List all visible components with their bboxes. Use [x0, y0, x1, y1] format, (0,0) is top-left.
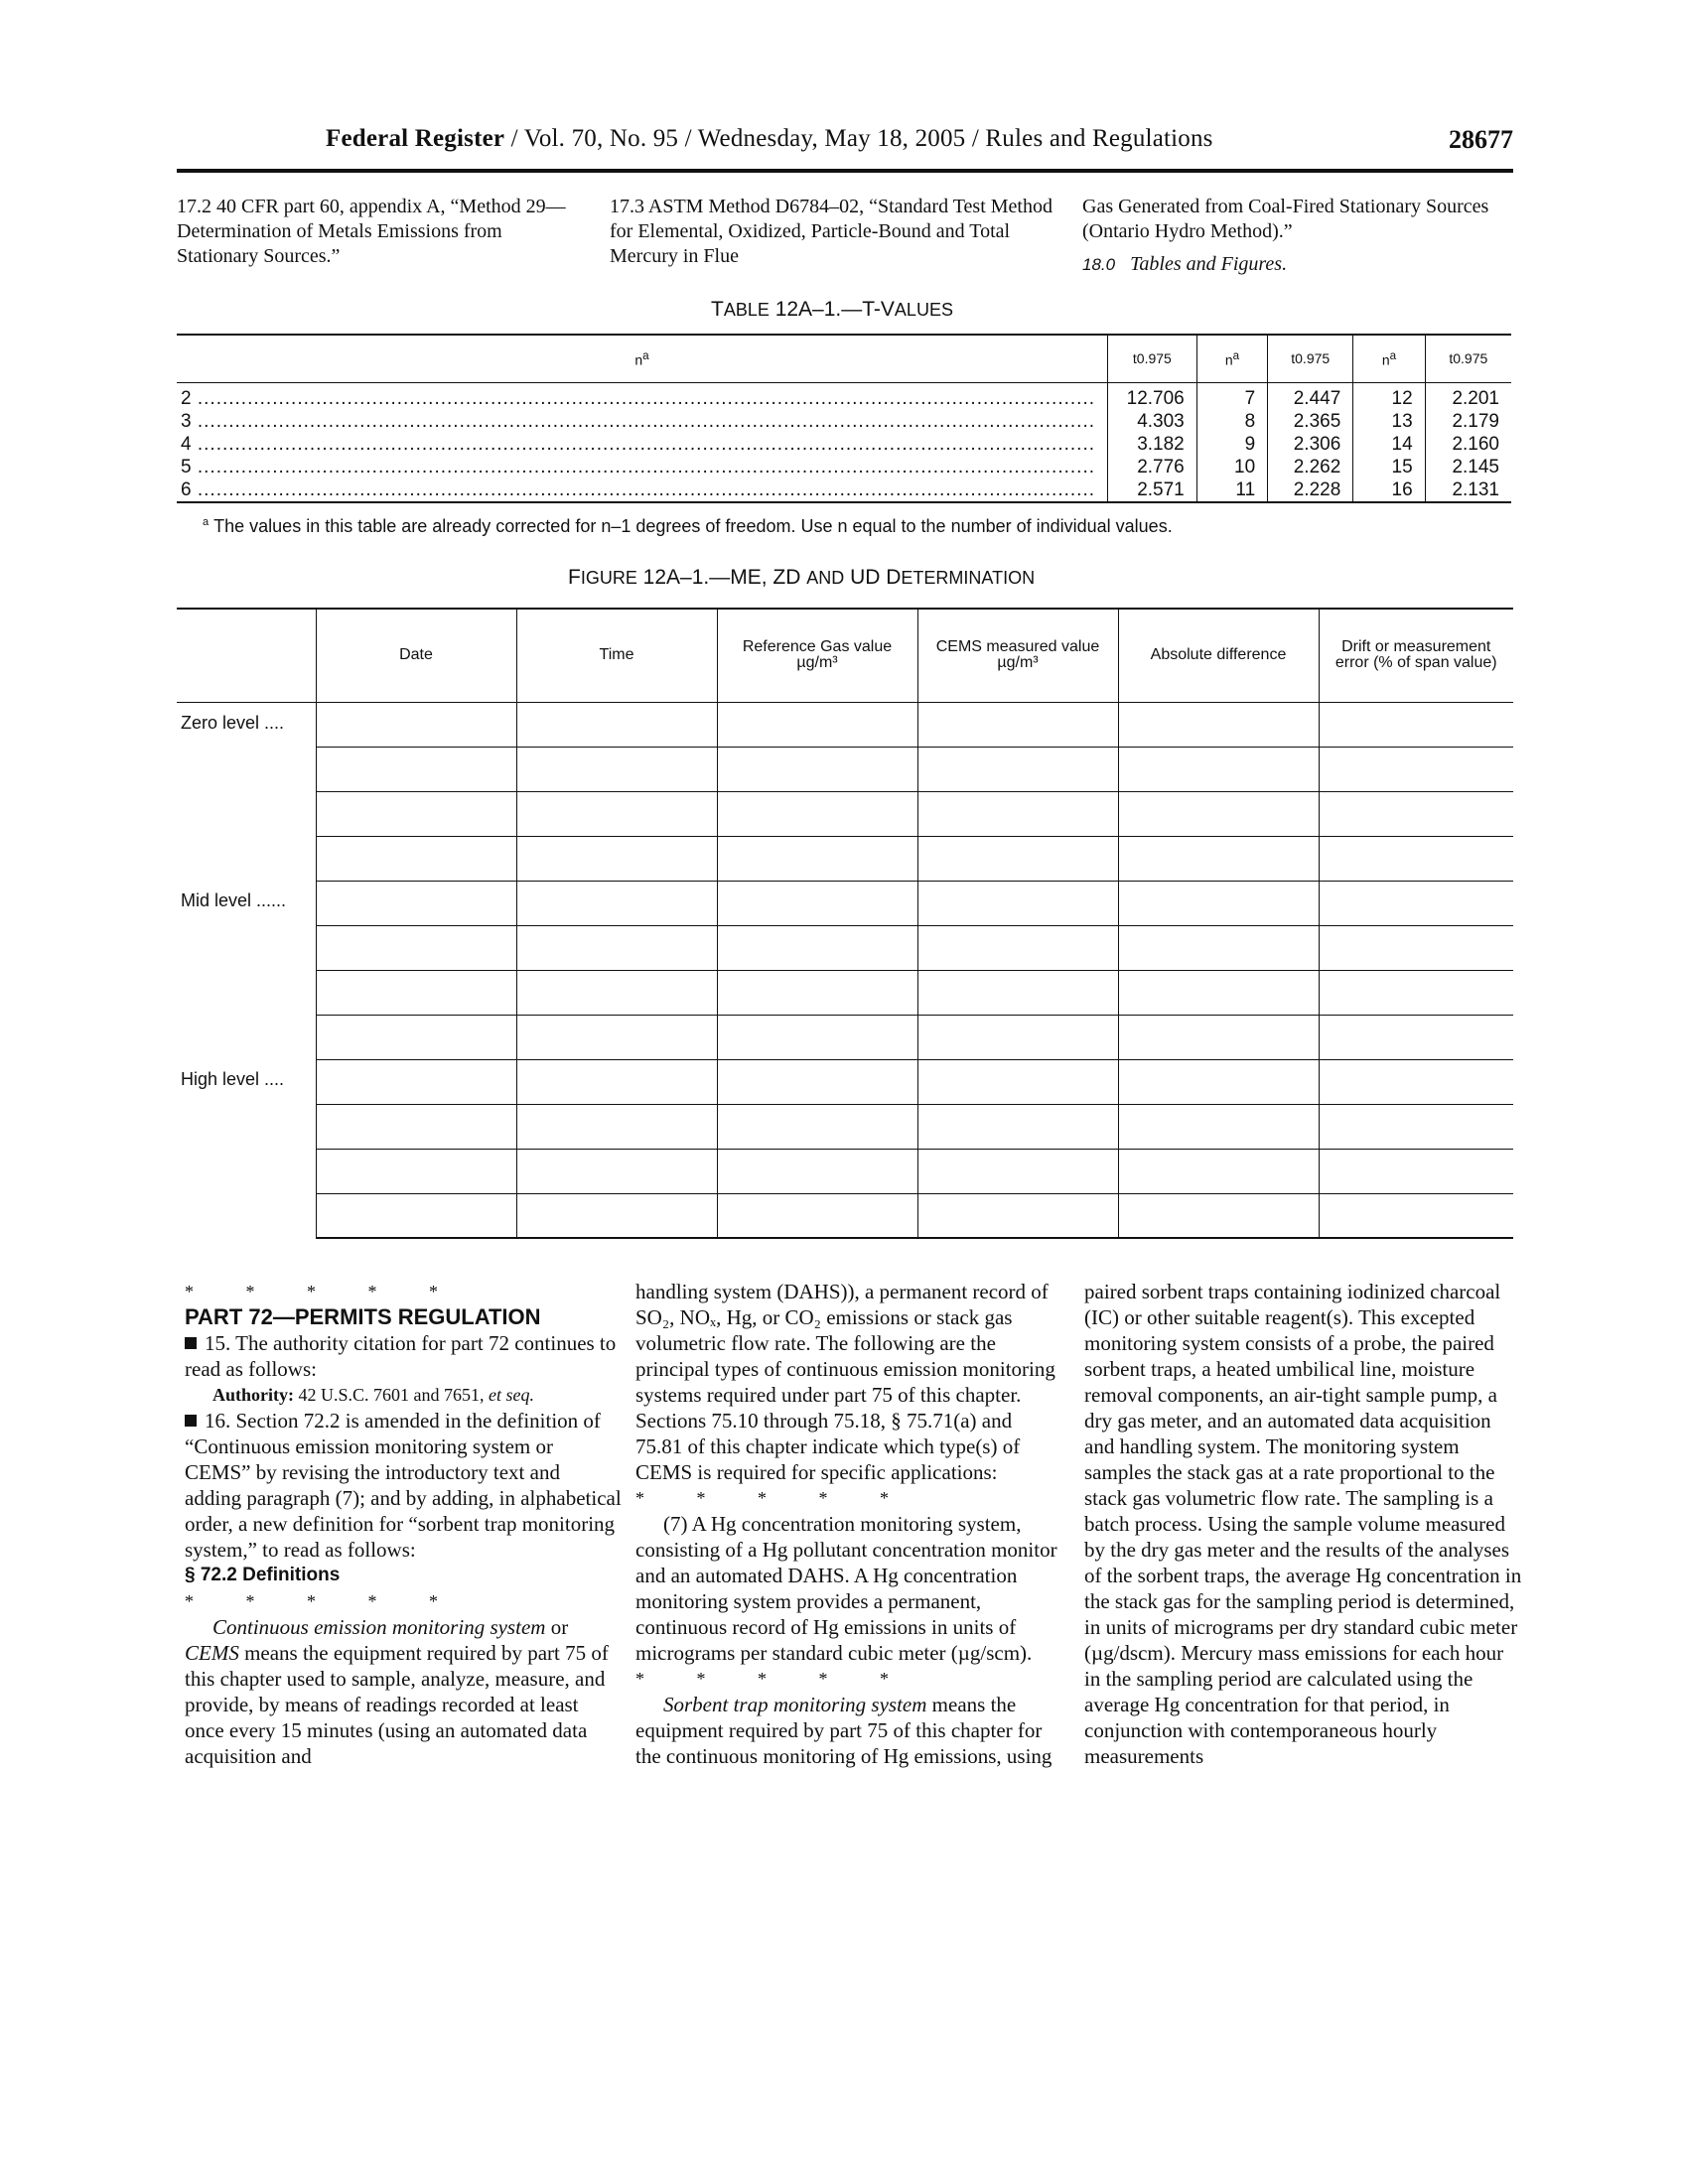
intro-column-2	[610, 195, 1056, 269]
reference-17-3: 17.3 ASTM Method D6784–02, “Standard Test Method for Elemental, Oxidized, Particle-Bound and Total Mercury in Flue	[610, 196, 1052, 267]
section-18-heading: 18.0 Tables and Figures.	[1082, 253, 1288, 275]
form-cell	[1118, 970, 1319, 1015]
form-cell	[1118, 747, 1319, 791]
section-heading: § 72.2 Definitions	[185, 1565, 341, 1585]
form-cell	[717, 881, 917, 925]
form-cell	[917, 1193, 1118, 1238]
form-cell	[516, 881, 717, 925]
header-absolute-difference: Absolute difference	[1118, 609, 1319, 702]
cems-definition-continued: handling system (DAHS)), a permanent record of SO₂, NOₓ, Hg, or CO₂ emissions or stack gas volumetric flow rate. The following are the principal types of continuous emission monitoring systems required under part 75 of this chapter. Sections 75.10 through 75.18, § 75.71(a) and 75.81 of this chapter indicate which type(s) of CEMS is required for specific applications:	[635, 1280, 1055, 1484]
omission-stars: * * * * *	[185, 1282, 462, 1301]
header-drift: Drift or measurement error (% of span value)	[1319, 609, 1513, 702]
form-cell	[917, 1104, 1118, 1149]
form-cell	[917, 747, 1118, 791]
reference-17-2: 17.2 40 CFR part 60, appendix A, “Method 29—Determination of Metals Emissions from Stationary Sources.”	[177, 196, 566, 267]
form-row	[177, 791, 1513, 836]
form-cell	[1118, 836, 1319, 881]
form-cell	[516, 970, 717, 1015]
page-number: 28677	[1449, 125, 1513, 154]
omission-stars: * * * * *	[185, 1591, 462, 1611]
form-row	[177, 1015, 1513, 1059]
form-cell	[1118, 702, 1319, 747]
table-row: 2 ................................................................................................................................................ 12.706 7 2.447 12 2.201	[177, 382, 1511, 410]
table-row: 5 ................................................................................................................................................ 2.776 10 2.262 15 2.145	[177, 456, 1511, 478]
form-cell	[1118, 925, 1319, 970]
form-cell	[516, 747, 717, 791]
part-heading: PART 72—PERMITS REGULATION	[185, 1304, 541, 1329]
form-cell	[717, 1193, 917, 1238]
page-header	[177, 125, 1513, 157]
form-cell	[1319, 1015, 1513, 1059]
form-cell	[917, 791, 1118, 836]
form-row	[177, 1104, 1513, 1149]
form-cell	[1319, 925, 1513, 970]
table-header-row	[177, 335, 1511, 382]
table-row: 4 ................................................................................................................................................ 3.182 9 2.306 14 2.160	[177, 433, 1511, 456]
form-cell	[516, 791, 717, 836]
col-header-t: t0.975	[1425, 335, 1511, 382]
form-cell	[1319, 1059, 1513, 1104]
form-cell	[316, 1059, 516, 1104]
determination-form-table	[177, 608, 1513, 1239]
form-row	[177, 881, 1513, 925]
form-cell	[1118, 1059, 1319, 1104]
form-cell	[1319, 970, 1513, 1015]
body-column-2	[635, 1279, 1062, 1769]
form-cell	[316, 1193, 516, 1238]
form-cell	[917, 925, 1118, 970]
table-caption: TABLE 12A–1.—T-VALUES	[711, 298, 953, 321]
form-cell	[717, 1149, 917, 1193]
form-cell	[1319, 747, 1513, 791]
form-cell	[717, 702, 917, 747]
form-cell	[316, 1104, 516, 1149]
form-row	[177, 1059, 1513, 1104]
form-cell	[917, 836, 1118, 881]
leader-dots: ................................................................................................................................................	[191, 478, 1096, 500]
form-cell	[717, 836, 917, 881]
t-values-table	[177, 334, 1511, 503]
intro-column-1	[177, 195, 574, 269]
form-cell	[516, 1149, 717, 1193]
form-cell	[1319, 881, 1513, 925]
form-cell	[717, 925, 917, 970]
form-cell	[717, 1104, 917, 1149]
table-row: 3 ................................................................................................................................................ 4.303 8 2.365 13 2.179	[177, 410, 1511, 433]
sorbent-trap-definition: Sorbent trap monitoring system means the equipment required by part 75 of this chapter for the continuous monitoring of Hg emissions, using	[635, 1693, 1052, 1768]
form-cell	[516, 836, 717, 881]
col-header-t: t0.975	[1268, 335, 1353, 382]
col-header-t: t0.975	[1108, 335, 1197, 382]
form-cell	[516, 1193, 717, 1238]
amendment-16: 16. Section 72.2 is amended in the definition of “Continuous emission monitoring system or CEMS” by revising the introductory text and adding paragraph (7); and by adding, in alphabetical order, a new definition for “sorbent trap monitoring system,” to read as follows:	[185, 1409, 622, 1562]
form-cell	[316, 1015, 516, 1059]
header-rule	[177, 169, 1513, 173]
mid-level-label: Mid level ......	[177, 881, 316, 1059]
form-cell	[316, 702, 516, 747]
form-cell	[917, 881, 1118, 925]
form-row	[177, 836, 1513, 881]
leader-dots: ................................................................................................................................................	[191, 456, 1096, 478]
reference-17-3-continued: Gas Generated from Coal-Fired Stationary Sources (Ontario Hydro Method).”	[1082, 196, 1489, 242]
form-cell	[516, 702, 717, 747]
authority-citation: Authority: 42 U.S.C. 7601 and 7651, et seq.	[212, 1385, 534, 1405]
form-cell	[1118, 1193, 1319, 1238]
form-cell	[1319, 1104, 1513, 1149]
header-reference-gas: Reference Gas value µg/m³	[717, 609, 917, 702]
form-cell	[917, 1059, 1118, 1104]
table-row: 6 ................................................................................................................................................ 2.571 11 2.228 16 2.131	[177, 478, 1511, 502]
leader-dots: ................................................................................................................................................	[191, 433, 1096, 455]
level-header	[177, 609, 316, 702]
form-cell	[1118, 1104, 1319, 1149]
table-footnote: $^a$ The values in this table are already corrected for n–1 degrees of freedom. Use n equal to the number of individual values.	[203, 516, 1173, 536]
form-cell	[1319, 702, 1513, 747]
square-bullet-icon	[185, 1415, 197, 1427]
form-cell	[717, 1059, 917, 1104]
form-cell	[316, 881, 516, 925]
form-row	[177, 1193, 1513, 1238]
form-cell	[1319, 791, 1513, 836]
zero-level-label: Zero level ....	[177, 702, 316, 881]
form-cell	[917, 970, 1118, 1015]
form-row	[177, 1149, 1513, 1193]
figure-caption: FIGURE 12A–1.—ME, ZD AND UD DETERMINATION	[568, 566, 1036, 589]
form-cell	[516, 1104, 717, 1149]
form-cell	[917, 702, 1118, 747]
col-header-n: $n^a$	[1196, 335, 1267, 382]
form-cell	[717, 791, 917, 836]
form-cell	[316, 1149, 516, 1193]
issue-info: / Vol. 70, No. 95 / Wednesday, May 18, 2005 / Rules and Regulations	[504, 125, 1213, 152]
journal-name: Federal Register	[326, 125, 505, 152]
running-head	[326, 125, 1213, 153]
header-time: Time	[516, 609, 717, 702]
form-cell	[316, 791, 516, 836]
form-cell	[316, 836, 516, 881]
amendment-15: 15. The authority citation for part 72 continues to read as follows:	[185, 1331, 617, 1381]
col-header-n: $n^a$	[1353, 335, 1425, 382]
form-cell	[516, 1059, 717, 1104]
intro-column-3	[1082, 195, 1519, 277]
high-level-label: High level ....	[177, 1059, 316, 1238]
header-cems-measured: CEMS measured value µg/m³	[917, 609, 1118, 702]
leader-dots: ................................................................................................................................................	[191, 410, 1096, 432]
form-cell	[1319, 1149, 1513, 1193]
form-cell	[1319, 836, 1513, 881]
form-cell	[516, 925, 717, 970]
form-cell	[316, 925, 516, 970]
paragraph-7: (7) A Hg concentration monitoring system, consisting of a Hg pollutant concentration monitor and an automated DAHS. A Hg concentration monitoring system provides a permanent, continuous record of Hg emissions in units of micrograms per standard cubic meter (µg/scm).	[635, 1512, 1057, 1665]
col-header-n: $n^a$	[177, 335, 1108, 382]
body-column-1	[185, 1279, 622, 1769]
form-cell	[717, 747, 917, 791]
form-row	[177, 747, 1513, 791]
leader-dots: ................................................................................................................................................	[191, 387, 1096, 409]
form-cell	[1118, 791, 1319, 836]
form-cell	[316, 970, 516, 1015]
body-column-3	[1084, 1279, 1523, 1769]
square-bullet-icon	[185, 1337, 197, 1349]
form-row	[177, 970, 1513, 1015]
form-cell	[1118, 881, 1319, 925]
form-cell	[516, 1015, 717, 1059]
form-cell	[917, 1015, 1118, 1059]
form-cell	[316, 747, 516, 791]
form-cell	[1118, 1015, 1319, 1059]
form-cell	[917, 1149, 1118, 1193]
form-header-row	[177, 609, 1513, 702]
omission-stars: * * * * *	[635, 1669, 912, 1689]
sorbent-trap-definition-continued: paired sorbent traps containing iodinized charcoal (IC) or other suitable reagent(s). This excepted monitoring system consists of a probe, the paired sorbent traps, a heated umbilical line, moisture removal components, an air-tight sample pump, a dry gas meter, and an automated data acquisition and handling system. The monitoring system samples the stack gas at a rate proportional to the stack gas volumetric flow rate. The sampling is a batch process. Using the sample volume measured by the dry gas meter and the results of the analyses of the sorbent traps, the average Hg concentration in the stack gas for the sampling period is determined, in units of micrograms per dry standard cubic meter (µg/dscm). Mercury mass emissions for each hour in the sampling period are calculated using the average Hg concentration for that period, in conjunction with contemporaneous hourly measurements	[1084, 1280, 1522, 1768]
form-cell	[1118, 1149, 1319, 1193]
form-row	[177, 702, 1513, 747]
header-date: Date	[316, 609, 516, 702]
form-cell	[1319, 1193, 1513, 1238]
form-cell	[717, 1015, 917, 1059]
form-cell	[717, 970, 917, 1015]
cems-definition: Continuous emission monitoring system or CEMS means the equipment required by part 75 of this chapter used to sample, analyze, measure, and provide, by means of readings recorded at least once every 15 minutes (using an automated data acquisition and	[185, 1615, 609, 1768]
omission-stars: * * * * *	[635, 1488, 912, 1508]
form-row	[177, 925, 1513, 970]
